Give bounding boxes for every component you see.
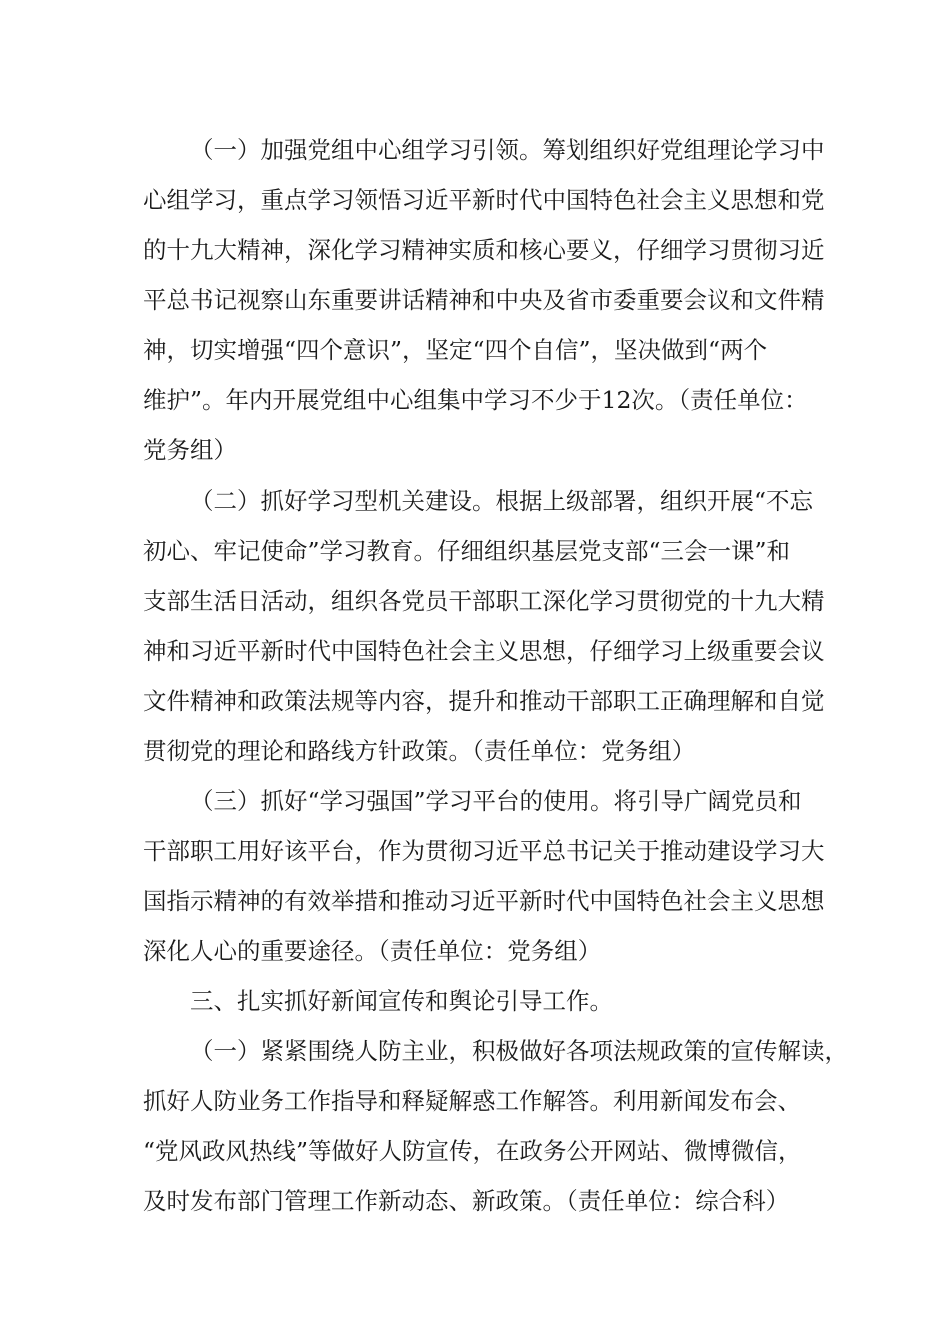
text-line: 抓好人防业务工作指导和释疑解惑工作解答。利用新闻发布会、 bbox=[143, 1087, 801, 1115]
text-line: 初心、牢记使命”学习教育。仔细组织基层党支部“三会一课”和 bbox=[143, 537, 791, 565]
text-line: 深化人心的重要途径。（责任单位：党务组） bbox=[143, 937, 602, 965]
text-line: 三、扎实抓好新闻宣传和舆论引导工作。 bbox=[190, 987, 613, 1015]
text-line: （二）抓好学习型机关建设。根据上级部署，组织开展“不忘 bbox=[190, 487, 814, 515]
text-line: （三）抓好“学习强国”学习平台的使用。将引导广阔党员和 bbox=[190, 787, 802, 815]
text-line: 贯彻党的理论和路线方针政策。（责任单位：党务组） bbox=[143, 737, 696, 765]
text-line: （一）加强党组中心组学习引领。筹划组织好党组理论学习中 bbox=[190, 136, 825, 164]
text-line: 心组学习，重点学习领悟习近平新时代中国特色社会主义思想和党 bbox=[143, 186, 825, 214]
text-line: 神和习近平新时代中国特色社会主义思想，仔细学习上级重要会议 bbox=[143, 637, 825, 665]
text-line: 平总书记视察山东重要讲话精神和中央及省市委重要会议和文件精 bbox=[143, 286, 825, 314]
text-line: 维护”。年内开展党组中心组集中学习不少于12次。（责任单位： bbox=[143, 386, 808, 414]
text-line: 国指示精神的有效举措和推动习近平新时代中国特色社会主义思想 bbox=[143, 887, 825, 915]
text-line: 及时发布部门管理工作新动态、新政策。（责任单位：综合科） bbox=[143, 1187, 790, 1215]
text-line: 的十九大精神，深化学习精神实质和核心要义，仔细学习贯彻习近 bbox=[143, 236, 825, 264]
text-line: 党务组） bbox=[143, 436, 237, 464]
text-line: 支部生活日活动，组织各党员干部职工深化学习贯彻党的十九大精 bbox=[143, 587, 825, 615]
text-line: “党风政风热线”等做好人防宣传，在政务公开网站、微博微信， bbox=[143, 1137, 802, 1165]
text-line: 文件精神和政策法规等内容，提升和推动干部职工正确理解和自觉 bbox=[143, 687, 825, 715]
text-line: 神，切实增强“四个意识”，坚定“四个自信”，坚决做到“两个 bbox=[143, 336, 768, 364]
text-line: 干部职工用好该平台，作为贯彻习近平总书记关于推动建设学习大 bbox=[143, 837, 825, 865]
text-line: （一）紧紧围绕人防主业，积极做好各项法规政策的宣传解读， bbox=[190, 1037, 848, 1065]
